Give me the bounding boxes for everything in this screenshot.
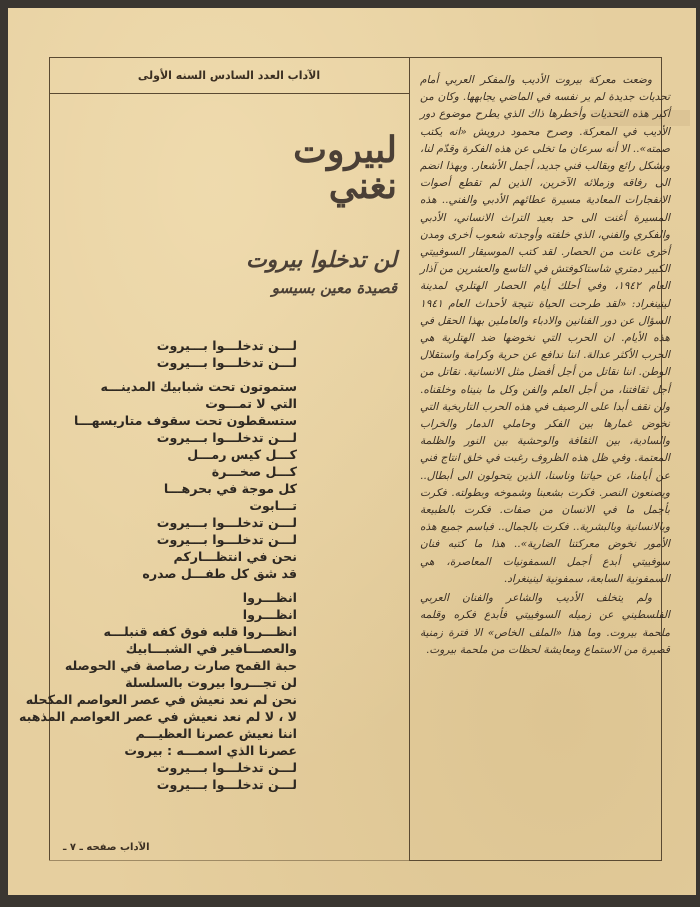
running-header <box>49 57 409 94</box>
article-paragraph: وضعت معركة بيروت الأديب والمفكر العربي أمام تحديات جديدة لم ير نفسه في الماضي يجابهها. وكان من أكبر هذه التحديات وأخطرها ذاك الذي يطرح موضوع دور الأديب في المعركة. وصرح محمود درويش «انه يكتب صمته».. الا أنه سرعان ما تخلى عن هذه الفكرة وقدّم لنا، وبشكل رائع وبقالب فني جديد، أجمل الأشعار. وبهذا انضم الى رفاقه وزملائه الآخرين، الذين لم تقطع أصوات الانفجارات المعادية مسيرة عطائهم الأدبي والفني.. هذه المسيرة أغنت الى حد بعيد التراث الانساني، الأدبي والفكري والفني، الذي خلفته وأوجدته شعوب أخرى ومدن أخرى عانت من الحصار. لقد كتب الموسيقار السوفييتي الكبير دمتري شاستاكوفتش في التاسع والعشرين من آذار العام ١٩٤٢، وفي أحلك أيام الحصار الهتلري لمدينة لينينغراد: «لقد طرحت الحياة نتيجة لأحداث العام ١٩٤١ السؤال عن دور الفنانين والادباء والعاملين بهذا الحقل في هذه الأيام. ان الحرب التي نخوضها ضد الهتلرية هي الحرب الأكثر عدالة. اننا ندافع عن حرية وكرامة واستقلال الوطن. اننا نقاتل من أجل أفضل مثل الانسانية. نقاتل من أجل ثقافتنا، من أجل العلم والفن وكل ما بنيناه وخلقناه. ولن نقف أبدا على الرصيف في هذه الحرب التاريخية التي نخوض غمارها بين الفكر وحاملي الدمار والخراب والسادية، بين الثقافة والوحشية بين النور والظلمة المعتمة. وفي ظل هذه الظروف رغبت في خلق انتاج فني عن أيامنا، عن حياتنا وناسنا، الذين يتحولون الى أبطال.. ويصنعون النصر. فكرت بشعبنا وشموخه وبطولته. فكرت بأجمل ما في الانسان من صفات. فكرت بالطبيعة وبالانسانية وبالبشرية.. فكرت بالجمال.. فباسم جميع هذه الأمور نخوض معركتنا الضارية».. هذا ما كتبه فنان سوفييتي أبدع أجمل السمفونيات المعاصرة، هي السمفونية السابعة، سمفونية لينينغراد. <box>420 74 671 585</box>
poem-line: اننا نعيش عصرنا العظيـــم <box>135 726 297 741</box>
stanza-1 <box>57 337 297 371</box>
poem-line: نحن في انتظـــاركم <box>173 549 297 564</box>
stanza-2 <box>57 378 297 582</box>
poem-title-line-1: لبيروت <box>293 129 397 171</box>
poem-line: كـــل صخـــرة <box>211 464 297 479</box>
poem-line: ستموتون تحت شبابيك المدينـــه <box>100 379 297 394</box>
poem-line: قد شق كل طفـــل صدره <box>142 566 297 581</box>
poem-title-line-2: نغني <box>328 165 397 207</box>
poem-line: والعصـــافير في الشبـــابيك <box>125 641 297 656</box>
poem-title <box>197 129 397 207</box>
poem-line: لن تجـــروا بيروت بالسلسلة <box>125 675 297 690</box>
poem-line: انظـــروا قلبه فوق كفه قنبلـــه <box>103 624 297 639</box>
poem-body <box>18 337 297 800</box>
poem-line: كـــل كيس رمـــل <box>187 447 297 462</box>
article-paragraph: ولم يتخلف الأديب والشاعر والفنان العربي الفلسطيني عن زميله السوفييتي فأبدع فكره وقلمه ملحمة بيروت. وما هذا «الملف الخاص» الا فترة زمنية قصيرة من الاستماع ومعايشة لحظات من ملحمة بيروت. <box>420 592 670 656</box>
poem-line: لـــن تدخلـــوا بـــيروت <box>156 338 297 353</box>
poem-line: كل موجة في بحرهـــا <box>163 481 297 496</box>
poem-line: انظـــروا <box>242 590 297 605</box>
poem-line: لـــن تدخلـــوا بـــيروت <box>156 760 297 775</box>
poem-line: تـــابوت <box>249 498 297 513</box>
poem-line: حبة القمح صارت رصاصة في الحوصله <box>64 658 297 673</box>
poem-line: انظـــروا <box>242 607 297 622</box>
poem-line: لا ، لا لم نعد نعيش في عصر العواصم المذهبه <box>18 709 297 724</box>
poem-line: لـــن تدخلـــوا بـــيروت <box>156 430 297 445</box>
footer-rule <box>49 860 409 861</box>
poem-author: قصيدة معين بسيسو <box>271 279 397 297</box>
poem-line: نحن لم نعد نعيش في عصر العواصم المكحله <box>25 692 297 707</box>
poem-line: عصرنا الذي اسمـــه : بيروت <box>124 743 297 758</box>
stanza-3 <box>18 589 297 793</box>
article-column <box>420 72 670 792</box>
poem-line: التي لا تمـــوت <box>205 396 297 411</box>
poem-line: لـــن تدخلـــوا بـــيروت <box>156 777 297 792</box>
poem-subtitle: لن تدخلوا بيروت <box>245 247 397 273</box>
poem-line: ستسقطون تحت سقوف متاريسهـــا <box>74 413 297 428</box>
poem-line: لـــن تدخلـــوا بـــيروت <box>156 532 297 547</box>
poem-line: لـــن تدخلـــوا بـــيروت <box>156 515 297 530</box>
page-footer: الآداب صفحه ـ ٧ ـ <box>63 842 150 853</box>
poem-column <box>18 57 409 861</box>
article-body <box>420 72 670 659</box>
column-divider <box>409 57 410 861</box>
poem-line: لـــن تدخلـــوا بـــيروت <box>156 355 297 370</box>
running-title: الآداب العدد السادس السنه الأولى <box>137 68 321 82</box>
